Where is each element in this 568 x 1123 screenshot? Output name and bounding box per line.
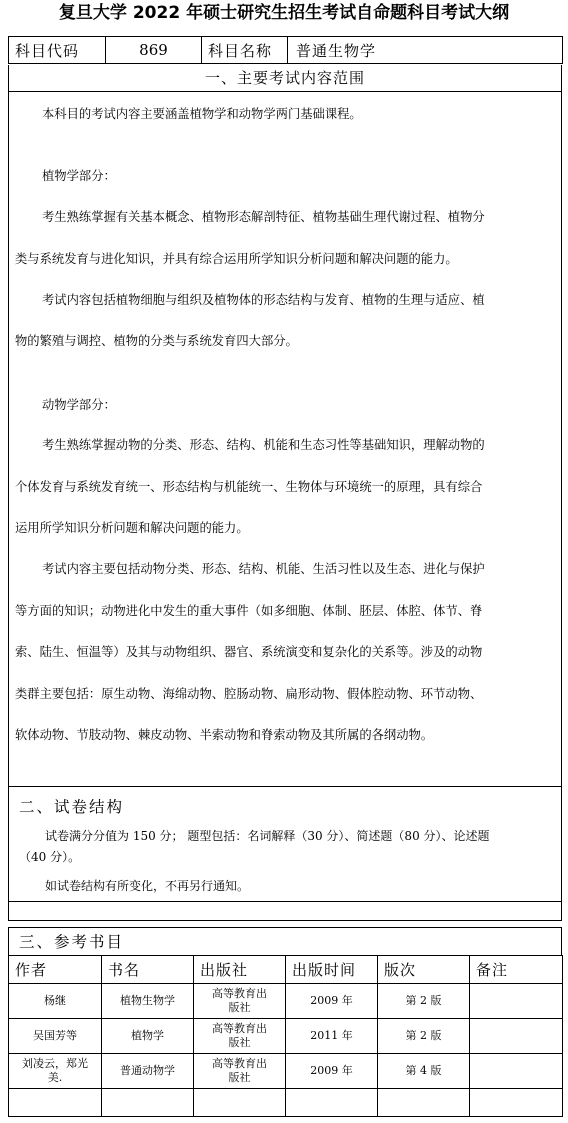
section2 <box>8 786 562 902</box>
section3-heading-cell <box>8 927 562 956</box>
book-author: 杨继 <box>9 984 102 1019</box>
paragraph: 考生熟练掌握动物的分类、形态、结构、机能和生态习性等基础知识，理解动物的 <box>42 438 485 452</box>
column-header-publisher: 出版社 <box>194 955 286 984</box>
paragraph: 类与系统发育与进化知识，并具有综合运用所学知识分析问题和解决问题的能力。 <box>15 252 458 266</box>
exam-structure-line: 试卷满分分值为 150 分； 题型包括：名词解释（30 分）、简述题（80 分）、论述题 <box>45 829 490 843</box>
paragraph: 考试内容包括植物细胞与组织及植物体的形态结构与发育、植物的生理与适应、植 <box>42 293 485 307</box>
table-row-empty <box>9 1089 563 1117</box>
paragraph: 植物学部分： <box>42 169 116 183</box>
book-date: 2011 年 <box>286 1019 378 1054</box>
blank-row <box>8 900 562 921</box>
book-notes <box>470 1019 563 1054</box>
book-author: 刘凌云，郑光美. <box>9 1054 102 1089</box>
book-edition: 第 2 版 <box>378 984 470 1019</box>
exam-structure-line: （40 分）。 <box>19 850 81 864</box>
column-header-author: 作者 <box>9 955 102 984</box>
subject-code-value: 869 <box>106 37 202 64</box>
paragraph: 考试内容主要包括动物分类、形态、结构、机能、生活习性以及生态、进化与保护 <box>42 562 485 576</box>
subject-name-value: 普通生物学 <box>288 37 563 64</box>
subject-info-table <box>8 36 563 64</box>
paragraph: 等方面的知识；动物进化中发生的重大事件（如多细胞、体制、胚层、体腔、体节、脊 <box>15 604 483 618</box>
book-publisher: 高等教育出版社 <box>194 1019 286 1054</box>
book-date: 2009 年 <box>286 1054 378 1089</box>
subject-name-label: 科目名称 <box>202 37 288 64</box>
paragraph: 运用所学知识分析问题和解决问题的能力。 <box>15 521 249 535</box>
section2-heading: 二、试卷结构 <box>19 798 125 816</box>
book-title: 植物生物学 <box>102 984 194 1019</box>
column-header-date: 出版时间 <box>286 955 378 984</box>
paragraph: 软体动物、节肢动物、棘皮动物、半索动物和脊索动物及其所属的各纲动物。 <box>15 728 434 742</box>
book-notes <box>470 1054 563 1089</box>
paragraph: 类群主要包括：原生动物、海绵动物、腔肠动物、扁形动物、假体腔动物、环节动物、 <box>15 687 483 701</box>
book-date: 2009 年 <box>286 984 378 1019</box>
paragraph: 本科目的考试内容主要涵盖植物学和动物学两门基础课程。 <box>42 107 362 121</box>
table-row <box>9 1019 563 1054</box>
paragraph: 考生熟练掌握有关基本概念、植物形态解剖特征、植物基础生理代谢过程、植物分 <box>42 210 485 224</box>
book-publisher: 高等教育出版社 <box>194 1054 286 1089</box>
column-header-notes: 备注 <box>470 955 563 984</box>
table-row <box>9 1054 563 1089</box>
book-notes <box>470 984 563 1019</box>
column-header-title: 书名 <box>102 955 194 984</box>
paragraph: 个体发育与系统发育统一、形态结构与机能统一、生物体与环境统一的原理，具有综合 <box>15 480 483 494</box>
table-row <box>9 984 563 1019</box>
exam-structure-note: 如试卷结构有所变化，不再另行通知。 <box>45 879 250 893</box>
paragraph: 动物学部分： <box>42 398 116 412</box>
paragraph: 物的繁殖与调控、植物的分类与系统发育四大部分。 <box>15 334 298 348</box>
page-title: 复旦大学 2022 年硕士研究生招生考试自命题科目考试大纲 <box>58 3 510 23</box>
book-edition: 第 2 版 <box>378 1019 470 1054</box>
book-publisher: 高等教育出版社 <box>194 984 286 1019</box>
reference-books-table <box>8 955 563 1117</box>
column-header-edition: 版次 <box>378 955 470 984</box>
section1-body <box>8 92 562 787</box>
paragraph: 索、陆生、恒温等）及其与动物组织、器官、系统演变和复杂化的关系等。涉及的动物 <box>15 645 483 659</box>
book-author: 吴国芳等 <box>9 1019 102 1054</box>
section3-heading: 三、参考书目 <box>19 933 125 951</box>
book-edition: 第 4 版 <box>378 1054 470 1089</box>
book-title: 植物学 <box>102 1019 194 1054</box>
subject-code-label: 科目代码 <box>9 37 106 64</box>
book-title: 普通动物学 <box>102 1054 194 1089</box>
section1-heading: 一、主要考试内容范围 <box>8 65 562 92</box>
